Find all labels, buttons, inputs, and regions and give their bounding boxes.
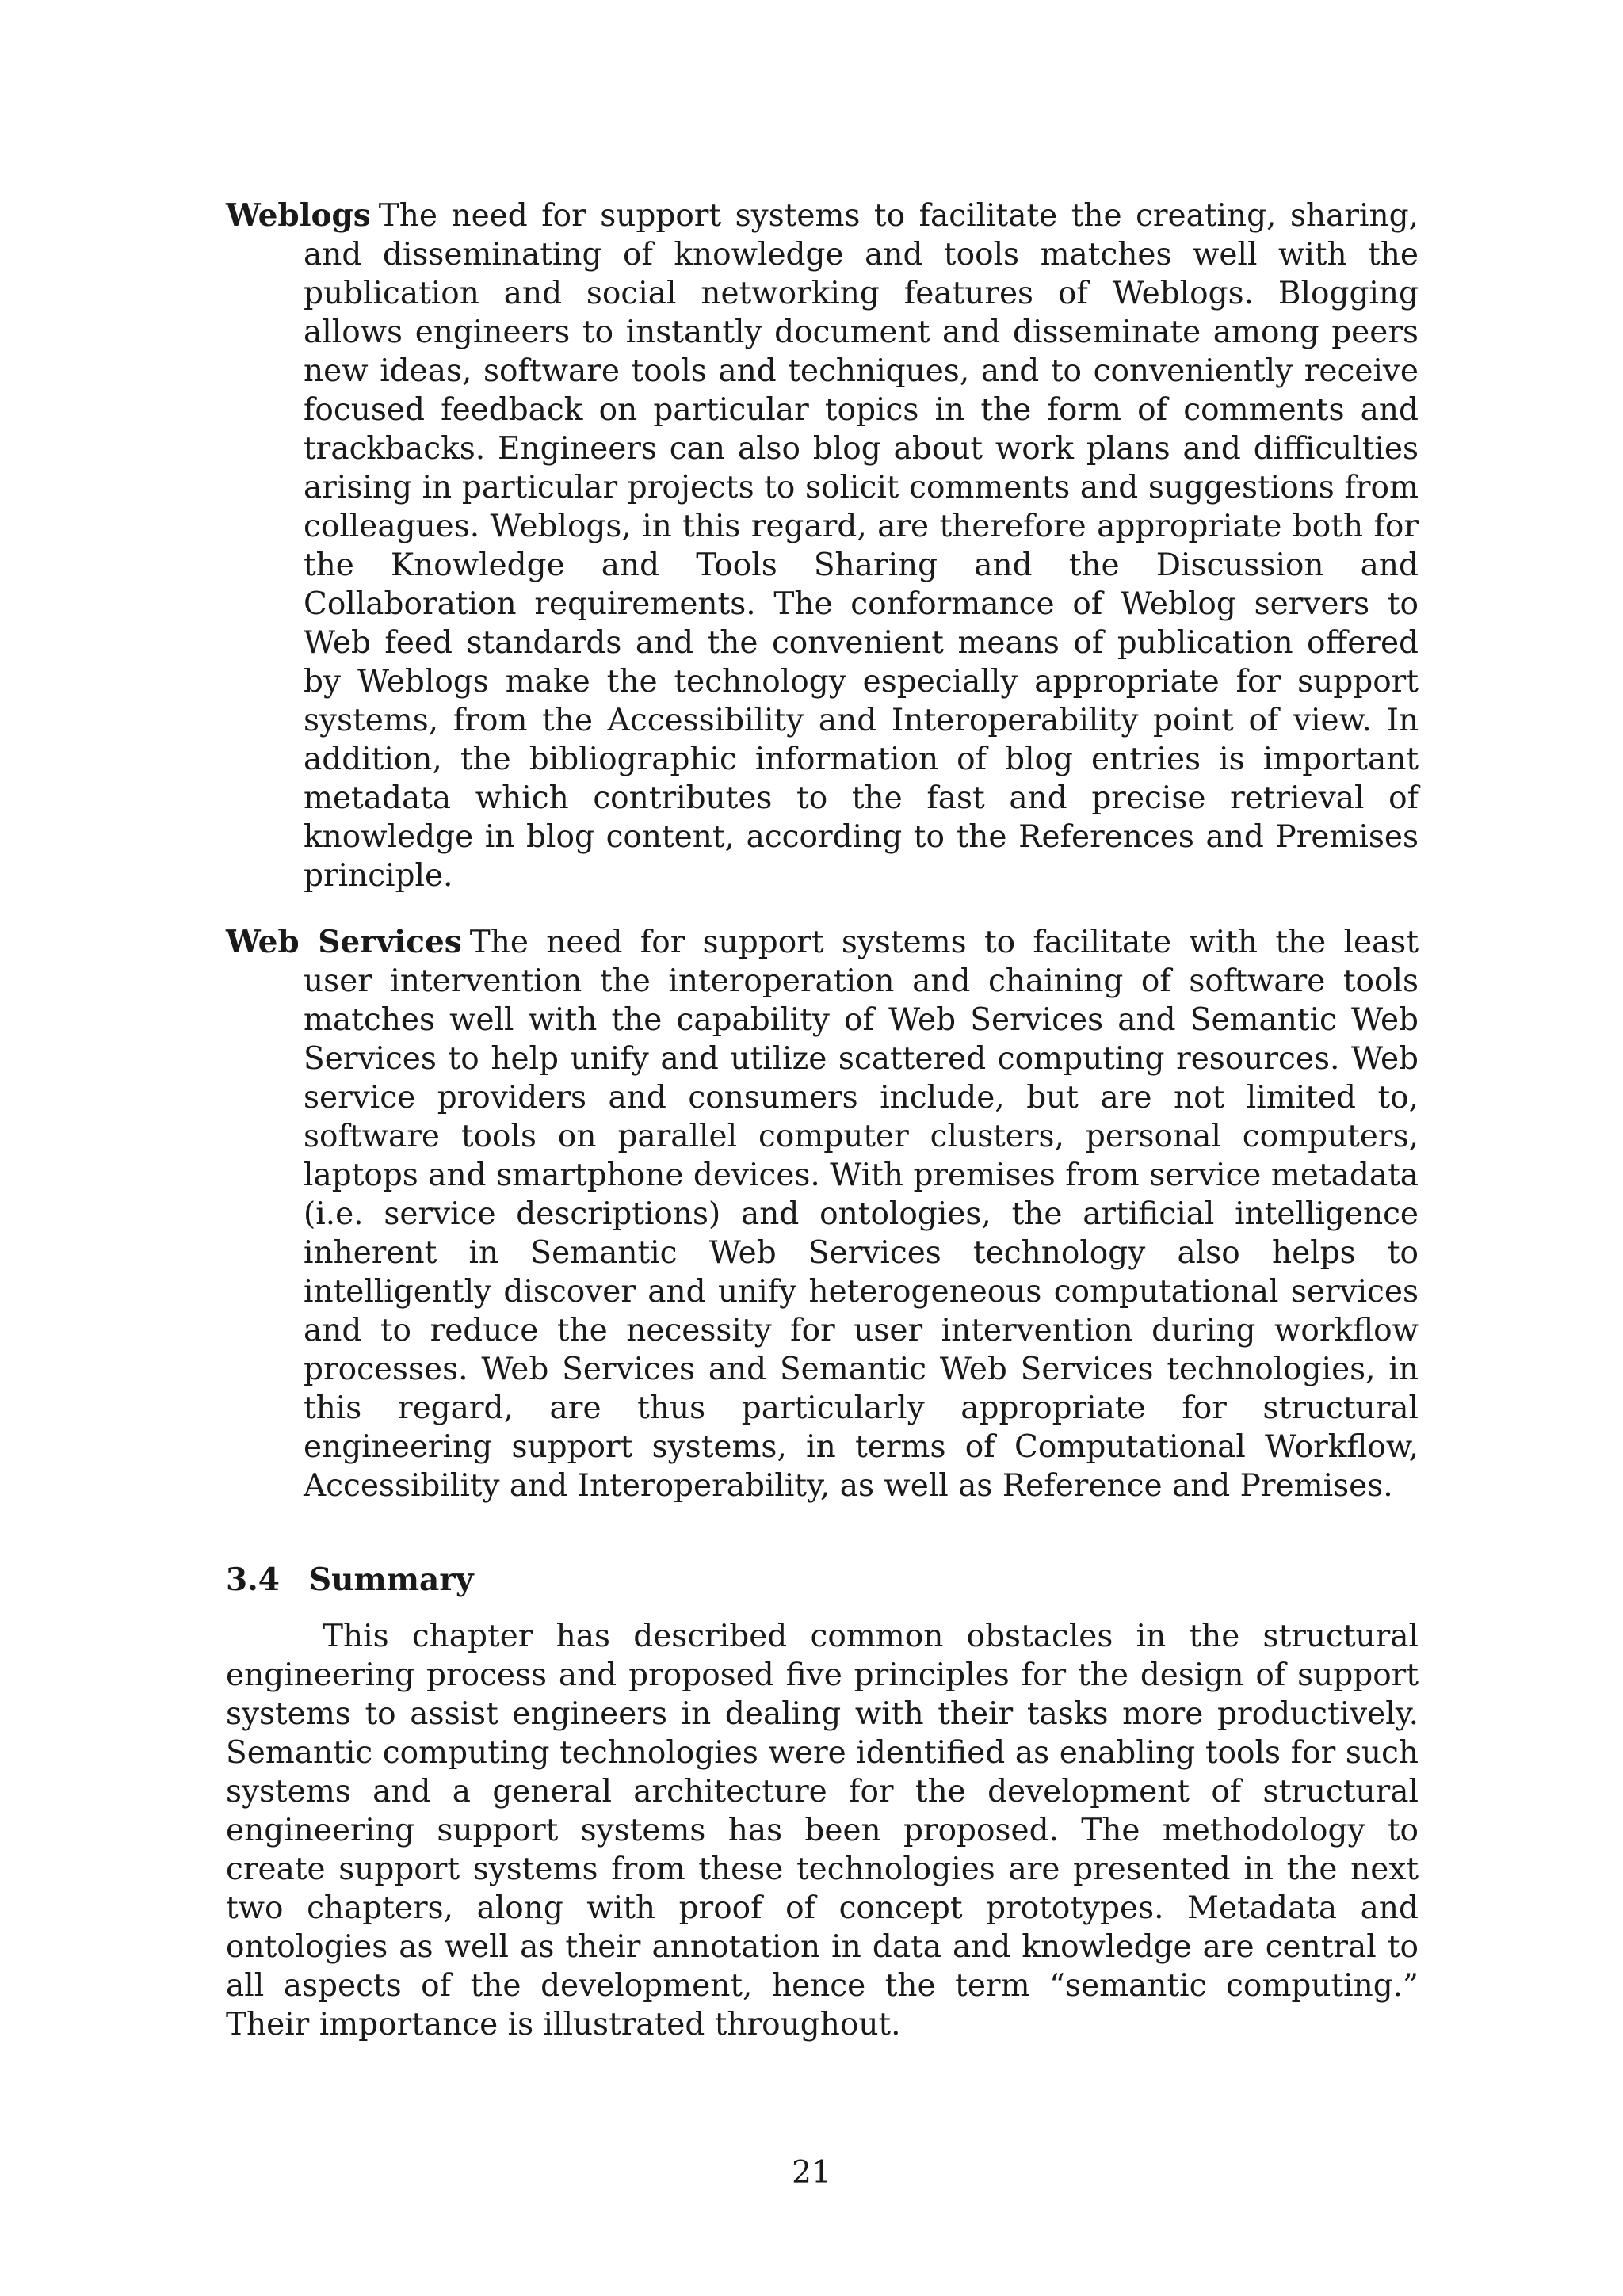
definition-term: Weblogs: [226, 197, 371, 234]
section-heading: [226, 1561, 1419, 1600]
section-number: 3.4: [226, 1562, 280, 1598]
definition-weblogs: [226, 196, 1419, 895]
definition-web-services: [226, 923, 1419, 1505]
page-content: [226, 196, 1419, 2044]
definition-text: The need for support systems to facilitate with the least user intervention the interoperation and chaining of software tools matches well with the capability of Web Services and Semantic Web Services to help unify and utilize scattered computing resources. Web service providers and consumers include, but are not limited to, software tools on parallel computer clusters, personal computers, laptops and smartphone devices. With premises from service metadata (i.e. service descriptions) and ontologies, the artificial intelligence inherent in Semantic Web Services technology also helps to intelligently discover and unify heterogeneous computational services and to reduce the necessity for user intervention during workflow processes. Web Services and Semantic Web Services technologies, in this regard, are thus particularly appropriate for structural engineering support systems, in terms of Computational Workflow, Accessibility and Interoperability, as well as Reference and Premises.: [304, 925, 1419, 1504]
definition-term: Web Services: [226, 924, 462, 960]
section-title: Summary: [309, 1562, 474, 1598]
page-number: 21: [792, 2155, 831, 2191]
summary-paragraph: This chapter has described common obstacles in the structural engineering process and proposed five principles for the design of support systems to assist engineers in dealing with their tasks more productively. Semantic computing technologies were identified as enabling tools for such systems and a general architecture for the development of structural engineering support systems has been proposed. The methodology to create support systems from these technologies are presented in the next two chapters, along with proof of concept prototypes. Metadata and ontologies as well as their annotation in data and knowledge are central to all aspects of the development, hence the term “semantic computing.” Their importance is illustrated throughout.: [226, 1619, 1419, 2042]
definition-text: The need for support systems to facilitate the creating, sharing, and disseminating of knowledge and tools matches well with the publication and social networking features of Weblogs. Blogging allows engineers to instantly document and disseminate among peers new ideas, software tools and techniques, and to conveniently receive focused feedback on particular topics in the form of comments and trackbacks. Engineers can also blog about work plans and difficulties arising in particular projects to solicit comments and suggestions from colleagues. Weblogs, in this regard, are therefore appropriate both for the Knowledge and Tools Sharing and the Discussion and Collaboration requirements. The conformance of Weblog servers to Web feed standards and the convenient means of publication offered by Weblogs make the technology especially appropriate for support systems, from the Accessibility and Interoperability point of view. In addition, the bibliographic information of blog entries is important metadata which contributes to the fast and precise retrieval of knowledge in blog content, according to the References and Premises principle.: [304, 198, 1419, 894]
